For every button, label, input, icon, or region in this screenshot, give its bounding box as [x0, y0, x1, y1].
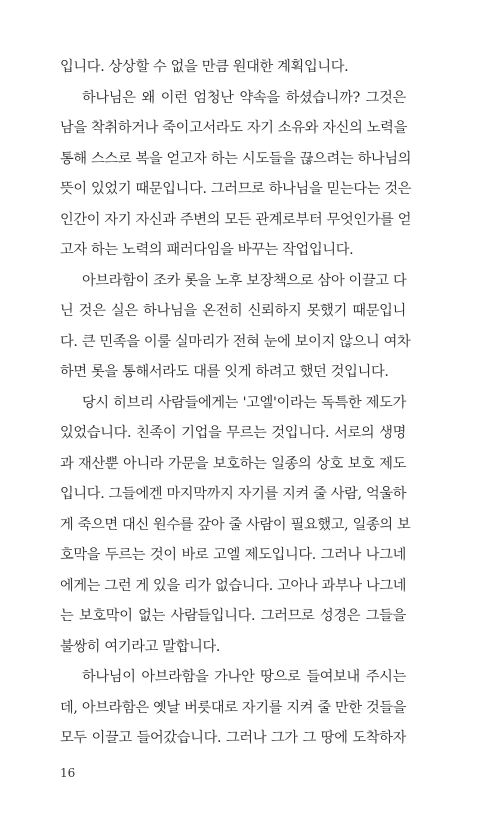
text-line: 입니다. 그들에겐 마지막까지 자기를 지켜 줄 사람, 억울하	[60, 486, 407, 502]
text-line: 인간이 자기 자신과 주변의 모든 관계로부터 무엇인가를 얻	[60, 211, 412, 228]
text-line: 하면 롯을 통해서라도 대를 잇게 하려고 했던 것입니다.	[60, 364, 389, 380]
text-line: 호막을 두르는 것이 바로 고엘 제도입니다. 그러나 나그네	[60, 547, 406, 563]
text-line: 남을 착취하거나 죽이고서라도 자기 소유와 자신의 노력을	[60, 120, 407, 136]
text-line: 통해 스스로 복을 얻고자 하는 시도들을 끊으려는 하나님의	[60, 150, 412, 167]
text-line: 고자 하는 노력의 패러다임을 바꾸는 작업입니다.	[60, 242, 354, 258]
text-line: 는 보호막이 없는 사람들입니다. 그러므로 성경은 그들을	[60, 608, 406, 624]
text-line: 다. 큰 민족을 이룰 실마리가 전혀 눈에 보이지 않으니 여차	[60, 333, 411, 350]
text-line: 있었습니다. 친족이 기업을 무르는 것입니다. 서로의 생명	[60, 425, 406, 441]
text-line: 하나님은 왜 이런 엄청난 약속을 하셨습니까? 그것은	[82, 89, 406, 106]
page-number: 16	[60, 766, 76, 780]
text-line: 모두 이끌고 들어갔습니다. 그러나 그가 그 땅에 도착하자	[60, 730, 406, 746]
text-line: 불쌍히 여기라고 말합니다.	[60, 638, 221, 655]
body-text	[60, 52, 412, 754]
text-line: 게 죽으면 대신 원수를 갚아 줄 사람이 필요했고, 일종의 보	[60, 516, 411, 533]
text-line: 당시 히브리 사람들에게는 '고엘'이라는 독특한 제도가	[82, 394, 406, 411]
text-line: 과 재산뿐 아니라 가문을 보호하는 일종의 상호 보호 제도	[60, 455, 406, 472]
text-line: 아브라함이 조카 롯을 노후 보장책으로 삼아 이끌고 다	[82, 272, 407, 289]
text-line: 에게는 그런 게 있을 리가 없습니다. 고아나 과부나 나그네	[60, 577, 407, 594]
text-line: 닌 것은 실은 하나님을 온전히 신뢰하지 못했기 때문입니	[60, 303, 406, 319]
text-line: 입니다. 상상할 수 없을 만큼 원대한 계획입니다.	[60, 59, 349, 75]
text-line: 하나님이 아브라함을 가나안 땅으로 들여보내 주시는	[82, 669, 406, 685]
text-line: 뜻이 있었기 때문입니다. 그러므로 하나님을 믿는다는 것은	[60, 181, 412, 197]
text-line: 데, 아브라함은 옛날 버릇대로 자기를 지켜 줄 만한 것들을	[60, 699, 407, 716]
